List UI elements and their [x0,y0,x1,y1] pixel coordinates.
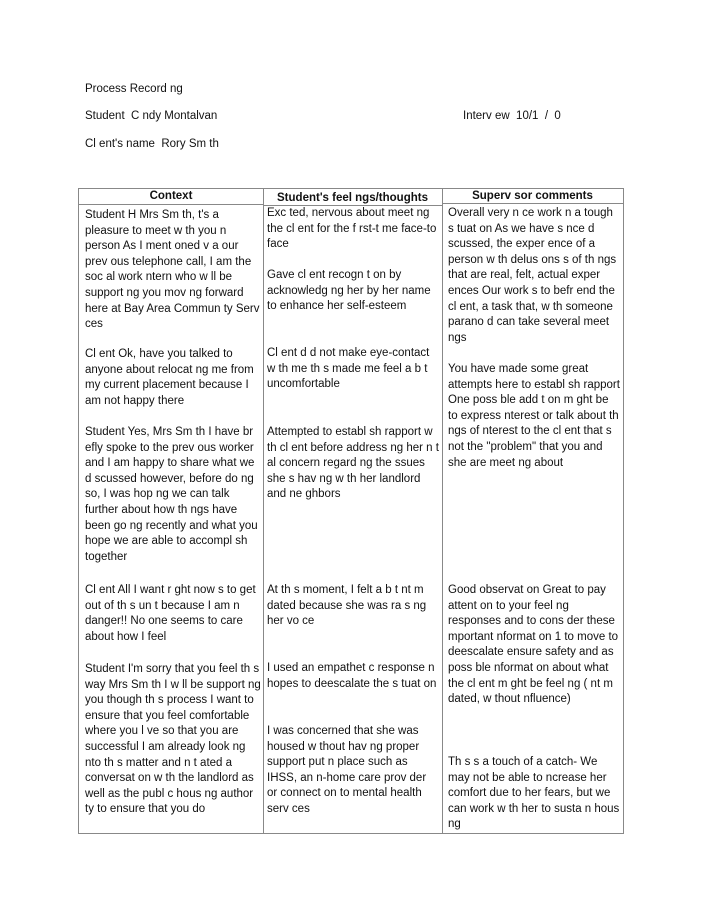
supervisor-entry: Overall very n ce work n a tough s tuat on As we have s nce d scussed, the exper ence of a person w th delus ons s of th ngs that are real, felt, actual exper ences Our work s to befr end the cl ent, a task that, w th someone parano d can take several meet ngs [448,207,617,344]
feelings-entry: Attempted to establ sh rapport w th cl ent before address ng her n t al concern regard ng the ssues she s hav ng w th her landlord and ne ghbors [267,426,439,501]
context-entry: Student H Mrs Sm th, t's a pleasure to meet w th you n person As I ment oned v a our prev ous telephone call, I am the soc al work ntern who w ll be support ng you mov ng forward here at Bay Area Commun ty Serv ces [85,209,260,331]
feelings-entry: Gave cl ent recogn t on by acknowledg ng her by her name to enhance her self-esteem [267,269,431,313]
supervisor-entry: Good observat on Great to pay attent on to your feel ng responses and to cons der these mportant nformat on 1 to move to deescalate ensure safety and as poss ble nformat on about what the cl ent m ght be feel ng ( nt m dated, w thout nfluence) [448,584,619,706]
context-header: Context [149,190,193,202]
feelings-entry: I was concerned that she was housed w thout hav ng proper support put n place such as IHSS, an n-home care prov der or connect on to mental health serv ces [267,725,427,815]
feelings-entry: At th s moment, I felt a b t nt m dated because she was ra s ng her vo ce [267,584,427,628]
student-feelings-header: Student's feel ngs/thoughts [277,192,428,204]
feelings-entry: Cl ent d d not make eye-contact w th me th s made me feel a b t uncomfortable [267,347,430,391]
supervisor-entry: You have made some great attempts here to establ sh rapport One poss ble add t on m ght be to express nterest or talk about th ngs of nterest to the cl ent that s not the "problem" that you and she are meet ng about [448,363,620,469]
client-name: Cl ent's name Rory Sm th [85,138,219,150]
column-divider [442,189,443,833]
context-entry: Cl ent All I want r ght now s to get out of th s un t because I am n danger!! No one seems to care about how I feel [85,584,256,643]
supervisor-entry: Th s s a touch of a catch- We may not be able to ncrease her comfort due to her fears, but we can work w th her to susta n hous ng [448,756,620,831]
feelings-entry: I used an empathet c response n hopes to deescalate the s tuat on [267,662,437,690]
supervisor-comments-header: Superv sor comments [472,190,593,202]
context-entry: Student Yes, Mrs Sm th I have br efly spoke to the prev ous worker and I am happy to share what we d scussed however, before do ng so, I was hop ng we can talk further about how th ngs have been go ng recently and what you hope we are able to accompl sh together [85,426,258,563]
header-divider [79,204,263,205]
column-divider [263,189,264,833]
feelings-entry: Exc ted, nervous about meet ng the cl ent for the f rst-t me face-to face [267,207,437,251]
header-divider [442,203,623,204]
context-entry: Cl ent Ok, have you talked to anyone about relocat ng me from my current placement because I am not happy there [85,348,254,407]
process-record-table [78,188,624,834]
context-entry: Student I'm sorry that you feel th s way Mrs Sm th I w ll be support ng you though th s process I want to ensure that you feel comfortable where you l ve so that you are successful I am already look ng nto th s matter and n t ated a conversat on w th the landlord as well as the publ c hous ng author ty to ensure that you do [85,663,261,816]
interview-date: Interv ew 10/1 / 0 [463,110,561,122]
document-title: Process Record ng [85,83,183,95]
student-name: Student C ndy Montalvan [85,110,218,122]
